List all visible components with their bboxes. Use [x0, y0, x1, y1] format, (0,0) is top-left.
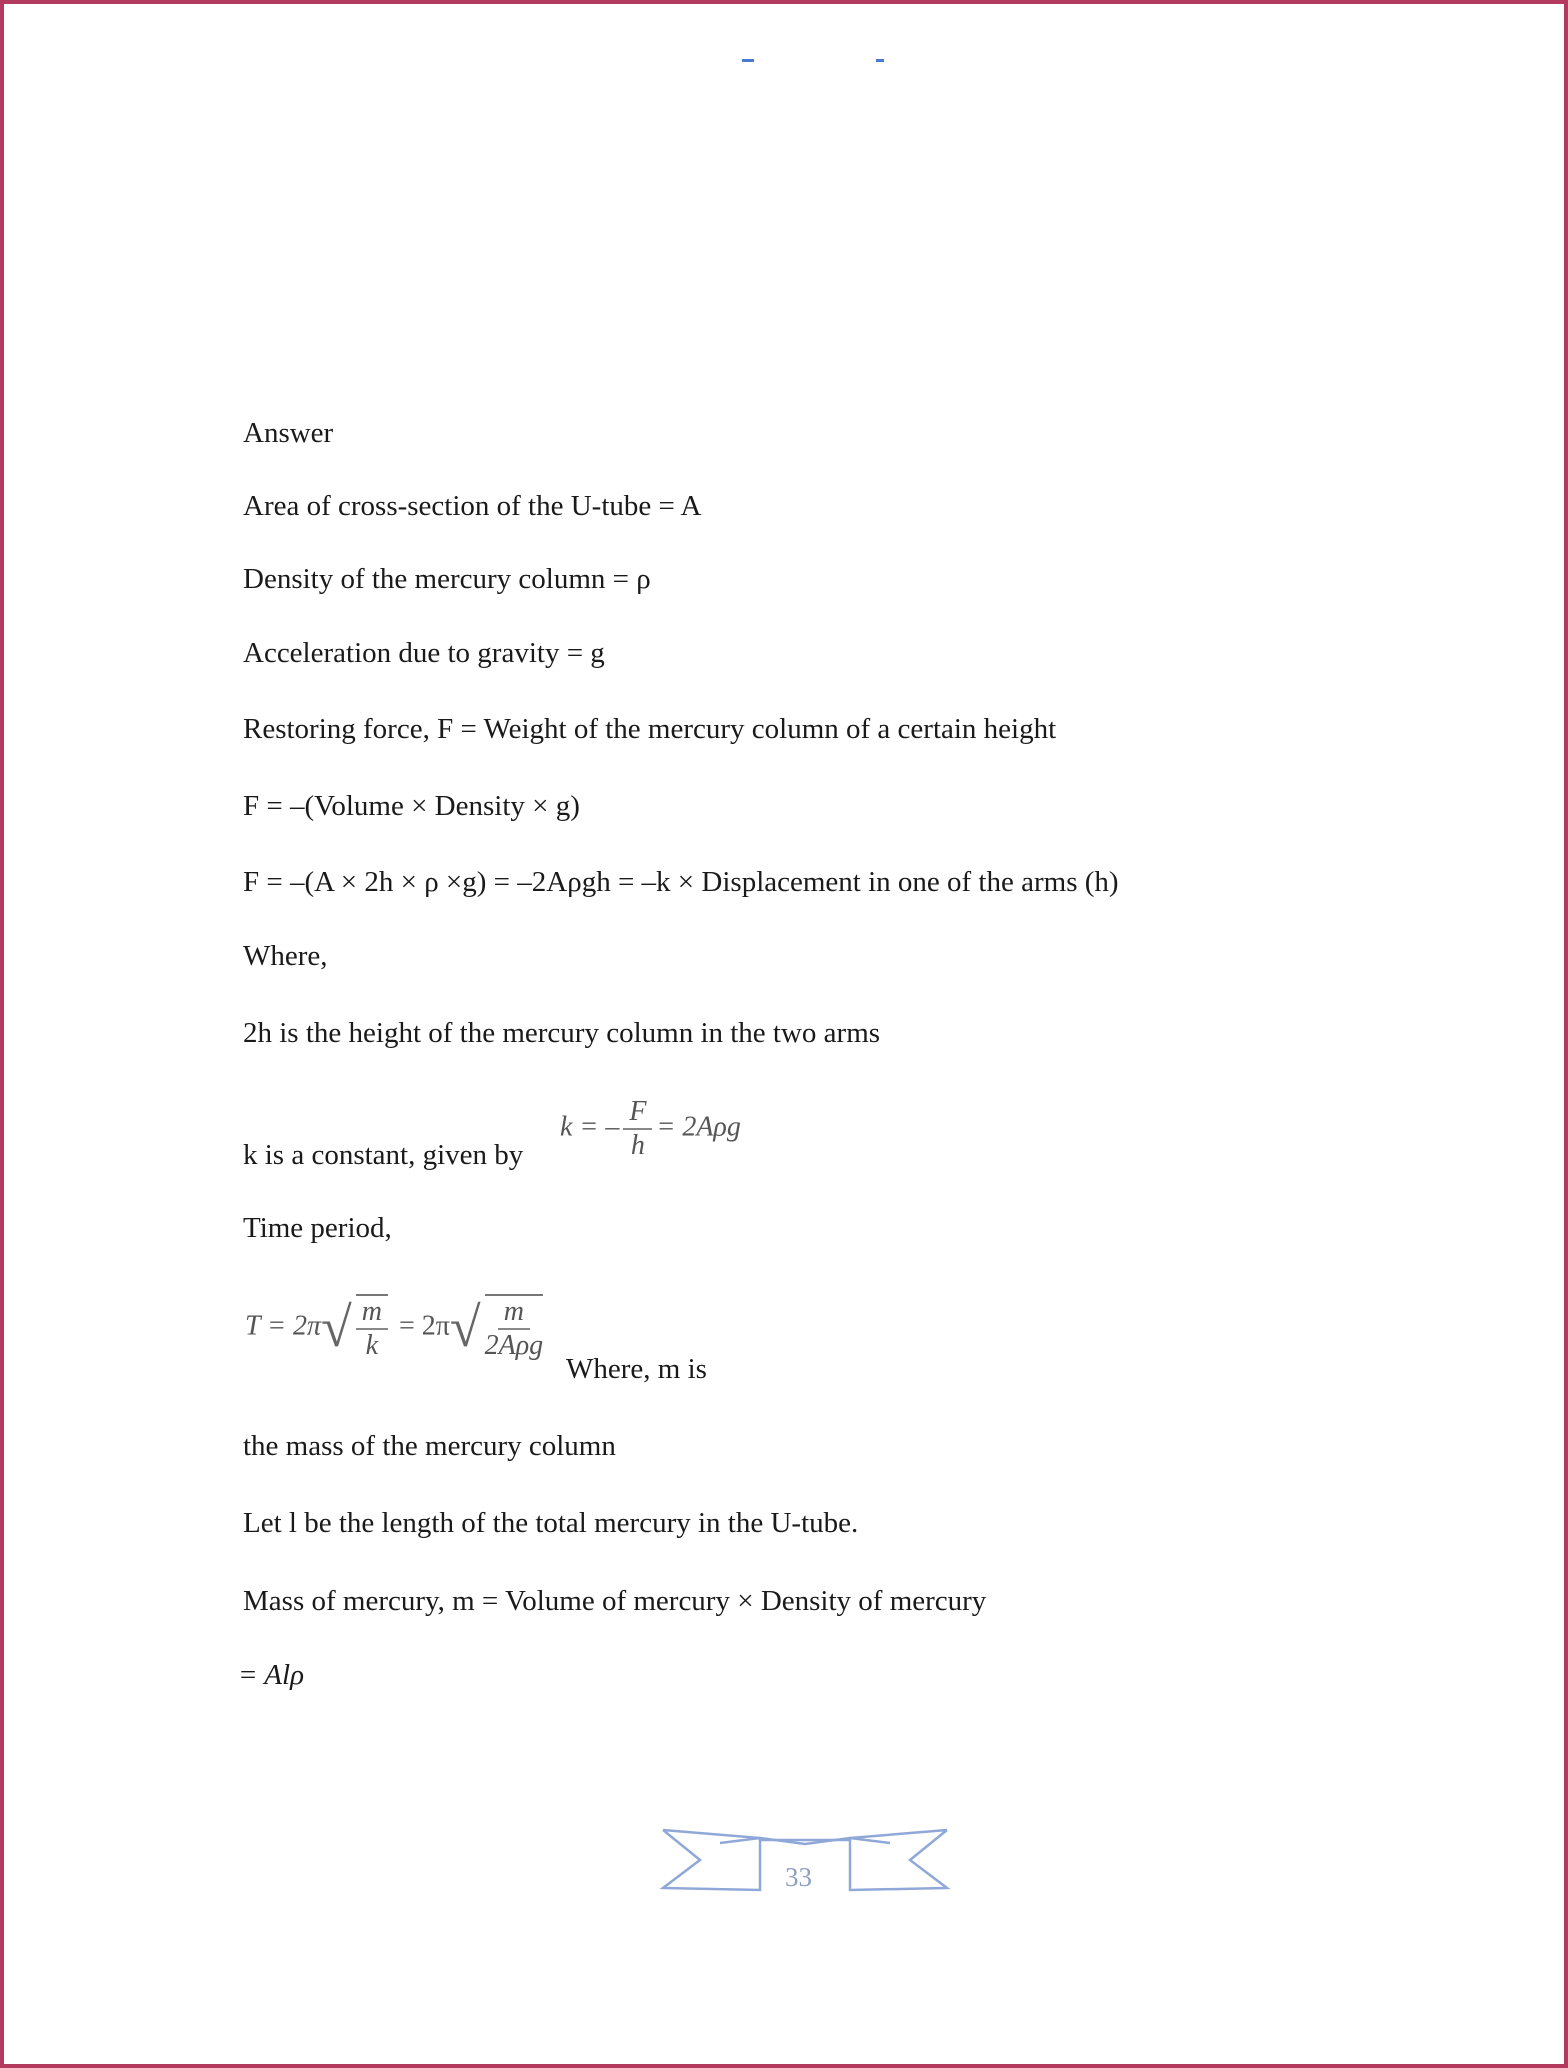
- k-formula: [560, 1096, 741, 1162]
- t-denominator: k: [365, 1330, 379, 1361]
- k-denominator: h: [630, 1130, 645, 1161]
- period-formula: [245, 1294, 547, 1362]
- t-lhs: T = 2π: [245, 1310, 321, 1342]
- text-line: k is a constant, given by: [243, 1139, 524, 1171]
- t-denominator: 2Aρg: [484, 1330, 544, 1361]
- t-numerator: m: [498, 1296, 530, 1330]
- sqrt-icon: √: [321, 1297, 352, 1359]
- answer-heading: Answer: [243, 417, 334, 449]
- text-line: Mass of mercury, m = Volume of mercury × Density of mercury: [243, 1585, 987, 1617]
- text-line: Time period,: [243, 1212, 392, 1244]
- text-line: Where, m is: [566, 1353, 707, 1385]
- t-numerator: m: [356, 1296, 388, 1330]
- text-line: Density of the mercury column = ρ: [243, 563, 651, 595]
- text-line: F = –(Volume × Density × g): [243, 790, 580, 822]
- k-lhs: k = –: [560, 1111, 620, 1143]
- page-number: 33: [785, 1862, 812, 1892]
- text-line: the mass of the mercury column: [243, 1430, 616, 1462]
- text-line: = Alρ: [238, 1659, 304, 1691]
- text-line: Restoring force, F = Weight of the mercury column of a certain height: [243, 713, 1057, 745]
- text-line: Let l be the length of the total mercury in the U-tube.: [243, 1507, 859, 1539]
- header-mark: [876, 59, 884, 62]
- text-line: 2h is the height of the mercury column in the two arms: [243, 1017, 881, 1049]
- sqrt-icon: √: [449, 1297, 481, 1359]
- text-line: Area of cross-section of the U-tube = A: [243, 490, 702, 522]
- header-mark: [742, 59, 754, 62]
- t-mid: = 2π: [398, 1310, 450, 1342]
- k-rhs: = 2Aρg: [656, 1111, 741, 1143]
- k-numerator: F: [623, 1096, 652, 1130]
- text-line: Where,: [243, 940, 328, 972]
- text-line: F = –(A × 2h × ρ ×g) = –2Aρgh = –k × Displacement in one of the arms (h): [243, 866, 1119, 898]
- text-line: Acceleration due to gravity = g: [243, 637, 605, 669]
